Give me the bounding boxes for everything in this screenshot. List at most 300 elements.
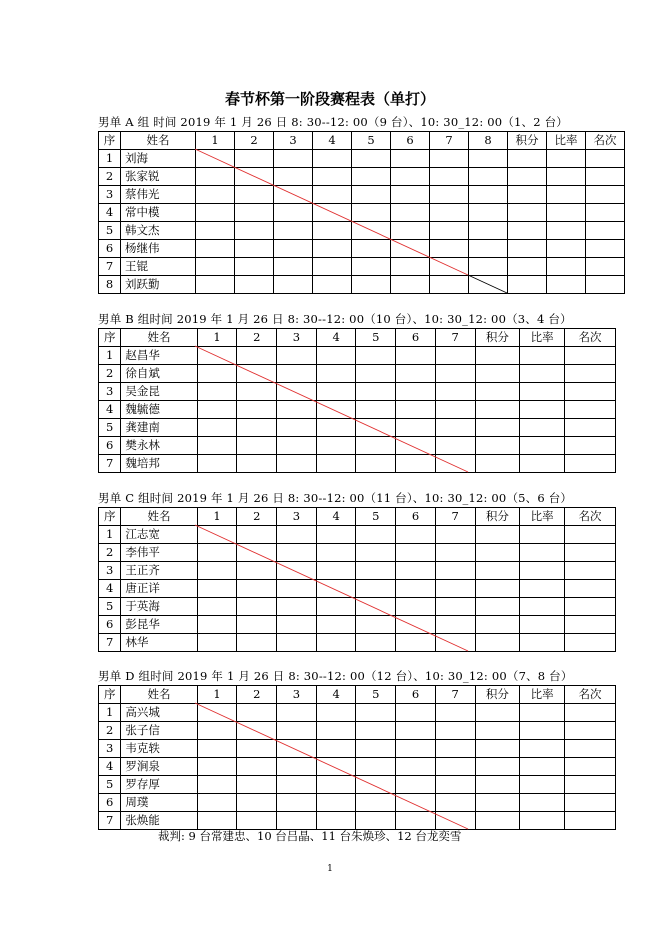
player-name: 龚建南 xyxy=(121,419,197,437)
column-header: 3 xyxy=(277,686,317,704)
score-cell xyxy=(316,794,356,812)
seq-cell: 3 xyxy=(99,562,121,580)
score-cell xyxy=(586,186,625,204)
score-cell xyxy=(313,150,352,168)
score-cell xyxy=(430,168,469,186)
seq-cell: 4 xyxy=(99,401,121,419)
page-number: 1 xyxy=(327,864,333,874)
seq-cell: 1 xyxy=(99,150,121,168)
score-cell xyxy=(565,544,616,562)
score-cell xyxy=(196,168,235,186)
score-cell xyxy=(469,240,508,258)
column-header: 2 xyxy=(237,329,277,347)
group-2 xyxy=(98,489,616,652)
column-header: 积分 xyxy=(508,132,547,150)
score-cell xyxy=(520,722,565,740)
score-cell xyxy=(356,455,396,473)
player-row xyxy=(99,455,616,473)
column-header: 7 xyxy=(430,132,469,150)
score-cell xyxy=(396,616,436,634)
score-cell xyxy=(356,562,396,580)
player-name: 于英海 xyxy=(121,598,197,616)
score-cell xyxy=(469,222,508,240)
seq-cell: 1 xyxy=(99,526,121,544)
group-0 xyxy=(98,113,616,294)
score-cell xyxy=(430,222,469,240)
score-cell xyxy=(277,562,317,580)
header-row xyxy=(99,132,625,150)
player-name: 樊永林 xyxy=(121,437,197,455)
score-cell xyxy=(586,204,625,222)
score-cell xyxy=(274,150,313,168)
player-row xyxy=(99,812,616,830)
score-cell xyxy=(235,150,274,168)
score-cell xyxy=(274,222,313,240)
player-name: 罗涧泉 xyxy=(121,758,197,776)
score-cell xyxy=(274,276,313,294)
score-cell xyxy=(316,401,356,419)
score-cell xyxy=(469,276,508,294)
column-header: 4 xyxy=(316,329,356,347)
score-cell xyxy=(520,455,565,473)
score-cell xyxy=(197,437,237,455)
score-cell xyxy=(356,383,396,401)
column-header: 2 xyxy=(237,686,277,704)
score-cell xyxy=(277,758,317,776)
score-cell xyxy=(391,204,430,222)
score-cell xyxy=(586,240,625,258)
score-cell xyxy=(237,776,277,794)
score-cell xyxy=(277,526,317,544)
score-cell xyxy=(565,580,616,598)
score-cell xyxy=(475,598,520,616)
score-cell xyxy=(396,722,436,740)
player-row xyxy=(99,222,625,240)
player-row xyxy=(99,544,616,562)
score-cell xyxy=(435,704,475,722)
player-row xyxy=(99,383,616,401)
score-cell xyxy=(237,704,277,722)
score-cell xyxy=(520,794,565,812)
column-header: 1 xyxy=(197,686,237,704)
score-cell xyxy=(316,383,356,401)
score-cell xyxy=(396,598,436,616)
score-cell xyxy=(316,812,356,830)
score-cell xyxy=(396,634,436,652)
score-cell xyxy=(565,365,616,383)
player-row xyxy=(99,776,616,794)
seq-cell: 3 xyxy=(99,383,121,401)
score-cell xyxy=(197,758,237,776)
score-cell xyxy=(396,455,436,473)
score-cell xyxy=(356,704,396,722)
score-cell xyxy=(475,740,520,758)
score-cell xyxy=(277,776,317,794)
score-cell xyxy=(197,383,237,401)
score-cell xyxy=(396,580,436,598)
player-row xyxy=(99,240,625,258)
score-cell xyxy=(565,347,616,365)
score-cell xyxy=(197,812,237,830)
score-cell xyxy=(475,634,520,652)
score-cell xyxy=(352,204,391,222)
score-cell xyxy=(475,616,520,634)
player-row xyxy=(99,580,616,598)
seq-cell: 6 xyxy=(99,616,121,634)
score-cell xyxy=(508,240,547,258)
player-row xyxy=(99,419,616,437)
score-cell xyxy=(565,794,616,812)
player-name: 罗存厚 xyxy=(121,776,197,794)
score-cell xyxy=(391,258,430,276)
column-header: 序 xyxy=(99,686,121,704)
schedule-table xyxy=(98,131,625,294)
score-cell xyxy=(475,365,520,383)
score-cell xyxy=(435,401,475,419)
score-cell xyxy=(391,240,430,258)
page-title: 春节杯第一阶段赛程表（单打） xyxy=(224,90,435,108)
score-cell xyxy=(197,722,237,740)
score-cell xyxy=(235,186,274,204)
score-cell xyxy=(520,437,565,455)
column-header: 2 xyxy=(235,132,274,150)
player-row xyxy=(99,401,616,419)
column-header: 5 xyxy=(356,686,396,704)
score-cell xyxy=(508,168,547,186)
seq-cell: 5 xyxy=(99,222,121,240)
player-name: 张家锐 xyxy=(121,168,196,186)
score-cell xyxy=(475,419,520,437)
score-cell xyxy=(277,455,317,473)
score-cell xyxy=(469,258,508,276)
referee-note: 裁判: 9 台常建忠、10 台吕晶、11 台朱焕珍、12 台龙奕雪 xyxy=(158,829,462,843)
score-cell xyxy=(520,365,565,383)
score-cell xyxy=(565,401,616,419)
score-cell xyxy=(237,401,277,419)
score-cell xyxy=(520,347,565,365)
score-cell xyxy=(508,204,547,222)
score-cell xyxy=(435,758,475,776)
score-cell xyxy=(520,419,565,437)
score-cell xyxy=(237,794,277,812)
seq-cell: 4 xyxy=(99,204,121,222)
score-cell xyxy=(396,544,436,562)
score-cell xyxy=(277,722,317,740)
score-cell xyxy=(565,704,616,722)
column-header: 4 xyxy=(316,686,356,704)
score-cell xyxy=(547,240,586,258)
score-cell xyxy=(356,580,396,598)
player-name: 赵昌华 xyxy=(121,347,197,365)
column-header: 7 xyxy=(435,686,475,704)
score-cell xyxy=(396,526,436,544)
score-cell xyxy=(586,222,625,240)
score-cell xyxy=(274,186,313,204)
score-cell xyxy=(520,812,565,830)
score-cell xyxy=(586,258,625,276)
score-cell xyxy=(356,365,396,383)
score-cell xyxy=(520,634,565,652)
column-header: 5 xyxy=(352,132,391,150)
column-header: 3 xyxy=(274,132,313,150)
column-header: 7 xyxy=(435,329,475,347)
score-cell xyxy=(356,794,396,812)
score-cell xyxy=(235,168,274,186)
column-header: 4 xyxy=(316,508,356,526)
column-header: 5 xyxy=(356,508,396,526)
score-cell xyxy=(565,740,616,758)
score-cell xyxy=(356,776,396,794)
seq-cell: 6 xyxy=(99,437,121,455)
seq-cell: 4 xyxy=(99,580,121,598)
score-cell xyxy=(235,240,274,258)
score-cell xyxy=(565,758,616,776)
score-cell xyxy=(352,240,391,258)
player-row xyxy=(99,794,616,812)
score-cell xyxy=(197,634,237,652)
score-cell xyxy=(277,634,317,652)
score-cell xyxy=(356,598,396,616)
score-cell xyxy=(396,401,436,419)
score-cell xyxy=(520,598,565,616)
seq-cell: 1 xyxy=(99,347,121,365)
score-cell xyxy=(316,616,356,634)
score-cell xyxy=(237,812,277,830)
player-row xyxy=(99,437,616,455)
player-name: 吴金昆 xyxy=(121,383,197,401)
seq-cell: 7 xyxy=(99,634,121,652)
score-cell xyxy=(274,204,313,222)
score-cell xyxy=(520,758,565,776)
score-cell xyxy=(396,562,436,580)
score-cell xyxy=(565,437,616,455)
score-cell xyxy=(316,544,356,562)
column-header: 1 xyxy=(197,329,237,347)
score-cell xyxy=(237,455,277,473)
score-cell xyxy=(277,616,317,634)
score-cell xyxy=(508,150,547,168)
score-cell xyxy=(277,580,317,598)
score-cell xyxy=(237,544,277,562)
score-cell xyxy=(435,544,475,562)
score-cell xyxy=(237,365,277,383)
column-header: 1 xyxy=(196,132,235,150)
score-cell xyxy=(196,150,235,168)
score-cell xyxy=(356,812,396,830)
score-cell xyxy=(197,401,237,419)
seq-cell: 2 xyxy=(99,544,121,562)
score-cell xyxy=(316,437,356,455)
seq-cell: 6 xyxy=(99,794,121,812)
header-row xyxy=(99,686,616,704)
column-header: 3 xyxy=(277,329,317,347)
column-header: 比率 xyxy=(520,508,565,526)
score-cell xyxy=(197,704,237,722)
score-cell xyxy=(565,526,616,544)
score-cell xyxy=(396,740,436,758)
score-cell xyxy=(391,150,430,168)
score-cell xyxy=(508,258,547,276)
score-cell xyxy=(237,740,277,758)
score-cell xyxy=(197,776,237,794)
score-cell xyxy=(565,419,616,437)
score-cell xyxy=(196,222,235,240)
score-cell xyxy=(475,722,520,740)
score-cell xyxy=(475,580,520,598)
score-cell xyxy=(435,634,475,652)
score-cell xyxy=(356,347,396,365)
score-cell xyxy=(396,347,436,365)
player-row xyxy=(99,150,625,168)
column-header: 比率 xyxy=(520,686,565,704)
score-cell xyxy=(391,276,430,294)
score-cell xyxy=(475,544,520,562)
header-row xyxy=(99,508,616,526)
score-cell xyxy=(356,758,396,776)
column-header: 4 xyxy=(313,132,352,150)
column-header: 6 xyxy=(396,508,436,526)
score-cell xyxy=(352,258,391,276)
score-cell xyxy=(237,598,277,616)
score-cell xyxy=(475,437,520,455)
player-row xyxy=(99,616,616,634)
score-cell xyxy=(197,347,237,365)
score-cell xyxy=(520,401,565,419)
score-cell xyxy=(197,598,237,616)
score-cell xyxy=(352,276,391,294)
score-cell xyxy=(565,598,616,616)
score-cell xyxy=(391,168,430,186)
score-cell xyxy=(565,776,616,794)
score-cell xyxy=(475,776,520,794)
score-cell xyxy=(316,365,356,383)
score-cell xyxy=(430,186,469,204)
score-cell xyxy=(586,276,625,294)
player-row xyxy=(99,258,625,276)
score-cell xyxy=(316,740,356,758)
score-cell xyxy=(520,526,565,544)
score-cell xyxy=(396,437,436,455)
score-cell xyxy=(520,544,565,562)
player-row xyxy=(99,722,616,740)
group-3 xyxy=(98,667,616,830)
score-cell xyxy=(316,419,356,437)
schedule-table xyxy=(98,328,616,473)
player-name: 彭昆华 xyxy=(121,616,197,634)
score-cell xyxy=(435,616,475,634)
player-name: 李伟平 xyxy=(121,544,197,562)
player-name: 王正齐 xyxy=(121,562,197,580)
player-name: 张焕能 xyxy=(121,812,197,830)
column-header: 6 xyxy=(396,686,436,704)
score-cell xyxy=(475,401,520,419)
score-cell xyxy=(196,186,235,204)
score-cell xyxy=(520,580,565,598)
column-header: 积分 xyxy=(475,508,520,526)
score-cell xyxy=(396,776,436,794)
score-cell xyxy=(396,419,436,437)
player-row xyxy=(99,740,616,758)
player-name: 刘海 xyxy=(121,150,196,168)
seq-cell: 5 xyxy=(99,776,121,794)
score-cell xyxy=(277,347,317,365)
score-cell xyxy=(196,204,235,222)
column-header: 积分 xyxy=(475,329,520,347)
column-header: 7 xyxy=(435,508,475,526)
score-cell xyxy=(196,258,235,276)
player-name: 杨继伟 xyxy=(121,240,196,258)
score-cell xyxy=(430,204,469,222)
score-cell xyxy=(396,794,436,812)
score-cell xyxy=(508,276,547,294)
score-cell xyxy=(520,704,565,722)
score-cell xyxy=(277,401,317,419)
score-cell xyxy=(237,437,277,455)
column-header: 2 xyxy=(237,508,277,526)
score-cell xyxy=(469,150,508,168)
seq-cell: 7 xyxy=(99,455,121,473)
score-cell xyxy=(396,704,436,722)
score-cell xyxy=(316,455,356,473)
player-name: 王锟 xyxy=(121,258,196,276)
score-cell xyxy=(237,383,277,401)
player-name: 徐自斌 xyxy=(121,365,197,383)
score-cell xyxy=(235,204,274,222)
column-header: 姓名 xyxy=(121,508,197,526)
score-cell xyxy=(237,347,277,365)
score-cell xyxy=(475,383,520,401)
group-heading: 男单 B 组时间 2019 年 1 月 26 日 8: 30--12: 00（10 台）、10: 30_12: 00（3、4 台） xyxy=(98,312,572,326)
score-cell xyxy=(197,544,237,562)
seq-cell: 7 xyxy=(99,812,121,830)
score-cell xyxy=(197,616,237,634)
score-cell xyxy=(277,437,317,455)
score-cell xyxy=(469,204,508,222)
column-header: 5 xyxy=(356,329,396,347)
score-cell xyxy=(197,794,237,812)
column-header: 名次 xyxy=(586,132,625,150)
score-cell xyxy=(235,258,274,276)
player-name: 刘跃勤 xyxy=(121,276,196,294)
score-cell xyxy=(396,383,436,401)
score-cell xyxy=(475,794,520,812)
group-1 xyxy=(98,310,616,473)
player-row xyxy=(99,526,616,544)
player-row xyxy=(99,598,616,616)
player-name: 魏培邦 xyxy=(121,455,197,473)
column-header: 名次 xyxy=(565,329,616,347)
player-name: 常中模 xyxy=(121,204,196,222)
score-cell xyxy=(274,168,313,186)
score-cell xyxy=(235,222,274,240)
score-cell xyxy=(316,704,356,722)
score-cell xyxy=(237,722,277,740)
group-heading: 男单 A 组 时间 2019 年 1 月 26 日 8: 30--12: 00（9 台）、10: 30_12: 00（1、2 台） xyxy=(98,115,568,129)
score-cell xyxy=(396,758,436,776)
score-cell xyxy=(237,580,277,598)
score-cell xyxy=(197,562,237,580)
column-header: 序 xyxy=(99,508,121,526)
score-cell xyxy=(565,562,616,580)
player-row xyxy=(99,186,625,204)
score-cell xyxy=(565,455,616,473)
score-cell xyxy=(277,794,317,812)
score-cell xyxy=(313,276,352,294)
player-name: 韦克轶 xyxy=(121,740,197,758)
score-cell xyxy=(565,383,616,401)
score-cell xyxy=(316,562,356,580)
score-cell xyxy=(565,722,616,740)
